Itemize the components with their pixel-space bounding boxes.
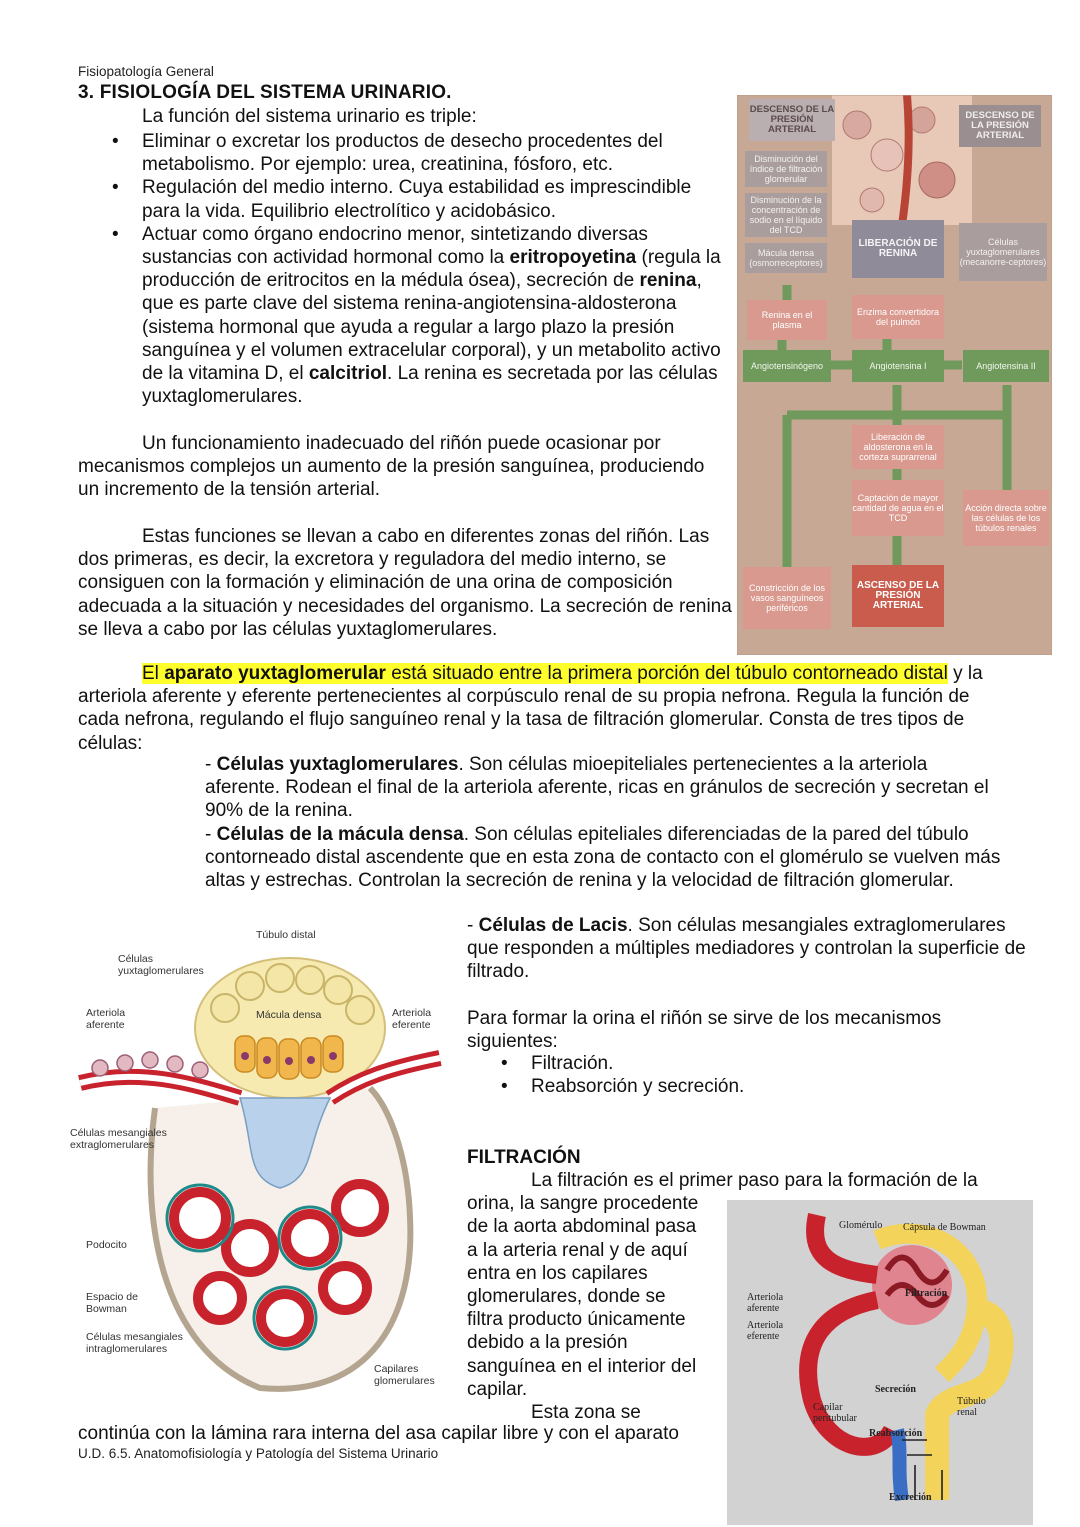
descenso-left-box: DESCENSO DE LA PRESIÓN ARTERIAL: [749, 99, 835, 141]
footer: U.D. 6.5. Anatomofisiología y Patología del Sistema Urinario: [78, 1446, 439, 1461]
term-renina: renina: [639, 270, 697, 292]
paragraph-functions-zones: Estas funciones se llevan a cabo en diferentes zonas del riñón. Las dos primeras, es decir, la excretora y reguladora del medio interno, se consiguen con la formación y eliminación de una orina de composición adecuada a la situación y necesidades del organismo. La secreción de renina se lleva a cabo por las células yuxtaglomerulares.: [78, 526, 732, 640]
term-calcitriol: calcitriol: [308, 363, 388, 385]
label-cel-yg: Células yuxtaglomerulares: [118, 953, 204, 977]
highlight: El aparato yuxtaglomerular está situado entre la primera porción del túbulo contorneado distal: [142, 663, 948, 684]
label-mes-intra: Células mesangiales intraglomerulares: [86, 1331, 183, 1355]
ascenso-box: ASCENSO DE LA PRESIÓN ARTERIAL: [852, 565, 944, 627]
label-glomerulo: Glomérulo: [839, 1220, 883, 1231]
label-eferente: Arteriola eferente: [392, 1007, 432, 1031]
filtration-text: La filtración es el primer paso para la formación de la orina, la sangre procedente de la aorta abdominal pasa a la arteria renal y de aquí entra en los capilares glomerulares, donde se filtra producto únicamente debido a la presión sanguínea en el interior del capilar. Esta zona se: [467, 1170, 978, 1424]
cell-type-item: - Células de la mácula densa. Son células epiteliales diferenciadas de la pared del túbulo contorneado distal ascendente que en esta zona de contacto con el glomérulo se vuelven más altas y estrechas. Controlan la secreción de renina y la velocidad de filtración glomerular.: [205, 823, 1001, 892]
label-capilares: Capilares glomerulares: [374, 1363, 435, 1387]
intro-text: La función del sistema urinario es triple:: [142, 106, 477, 127]
label-excrecion: Excreción: [889, 1492, 932, 1503]
label-secrecion: Secreción: [875, 1384, 916, 1395]
angiotensina1-box: Angiotensina I: [852, 350, 944, 382]
jga-drawing: [70, 918, 448, 1400]
nephron-figure: [727, 1200, 1033, 1525]
jga-figure: [70, 918, 448, 1400]
renina-plasma-box: Renina en el plasma: [747, 300, 827, 340]
label-reabsorcion: Reabsorción: [869, 1428, 923, 1439]
list-item: • Reabsorción y secreción.: [531, 1075, 744, 1098]
sodio-box: Disminución de la concentración de sodio en el líquido del TCD: [745, 193, 827, 237]
filtration-last-line: continúa con la lámina rara interna del asa capilar libre y con el aparato: [78, 1423, 679, 1444]
label-espacio: Espacio de Bowman: [86, 1291, 138, 1315]
term-eritropoyetina: eritropoyetina: [509, 247, 637, 269]
label-tubulo: Túbulo distal: [256, 929, 316, 941]
label-aferente: Arteriola aferente: [86, 1007, 126, 1031]
paragraph-hypertension: Un funcionamiento inadecuado del riñón puede ocasionar por mecanismos complejos un aumento de la presión sanguínea, produciendo un incremento de la tensión arterial.: [78, 433, 705, 501]
label-aferente: Arteriola aferente: [747, 1292, 784, 1314]
cell-type-item: - Células de Lacis. Son células mesangiales extraglomerulares que responden a múltiples mediadores y controlan la superficie de filtrado.: [467, 915, 1026, 983]
nephron-drawing: [727, 1200, 1033, 1525]
angiotensinogeno-box: Angiotensinógeno: [743, 350, 831, 382]
label-mes-extra: Células mesangiales extraglomerulares: [70, 1127, 167, 1151]
angiotensina2-box: Angiotensina II: [963, 350, 1049, 382]
functions-list: [142, 130, 732, 408]
label-tubulo: Túbulo renal: [957, 1396, 986, 1418]
label-eferente: Arteriola eferente: [747, 1320, 784, 1342]
captacion-box: Captación de mayor cantidad de agua en el TCD: [852, 480, 944, 536]
filtracion-box: Disminución del índice de filtración glomerular: [745, 151, 827, 187]
label-macula: Mácula densa: [256, 1009, 322, 1021]
filtration-heading: FILTRACIÓN: [467, 1147, 581, 1168]
list-item: • Actuar como órgano endocrino menor, sintetizando diversas sustancias con actividad hormonal como la eritropoyetina (regula la producción de eritrocitos en la médula ósea), secreción de renina, que es parte clave del sistema renina-angiotensina-aldosterona (sistema hormonal que ayuda a regular a largo plazo la presión sanguínea y el volumen extracelular corporal), y un metabolito activo de la vitamina D, el calcitriol. La renina es secretada por las células yuxtaglomerulares.: [142, 223, 732, 409]
list-item: • Eliminar o excretar los productos de desecho procedentes del metabolismo. Por ejemplo: urea, creatinina, fósforo, etc.: [142, 130, 732, 176]
liberacion-box: LIBERACIÓN DE RENINA: [852, 220, 944, 278]
lacis-and-mechanisms: [467, 914, 1027, 1053]
label-podocito: Podocito: [86, 1239, 127, 1251]
macula-box: Mácula densa (osmorreceptores): [745, 243, 827, 273]
mechanisms-list: [531, 1052, 744, 1098]
accion-box: Acción directa sobre las células de los túbulos renales: [963, 490, 1049, 546]
section-title: 3. FISIOLOGÍA DEL SISTEMA URINARIO.: [78, 82, 452, 103]
label-filtracion: Filtración: [905, 1288, 948, 1299]
paragraph-jga: El aparato yuxtaglomerular está situado entre la primera porción del túbulo contorneado distal y la arteriola aferente y eferente pertenecientes al corpúsculo renal de su propia nefrona. Regula la función de cada nefrona, regulando el flujo sanguíneo renal y la tasa de filtración glomerular. Consta de tres tipos de células:: [78, 663, 983, 754]
cell-types: [205, 753, 1005, 892]
enzima-box: Enzima convertidora del pulmón: [852, 295, 944, 339]
course-header: Fisiopatología General: [78, 64, 214, 79]
constriccion-box: Constricción de los vasos sanguíneos periféricos: [743, 567, 831, 629]
mechanisms-intro: Para formar la orina el riñón se sirve de los mecanismos siguientes:: [467, 1007, 942, 1052]
aldosterona-box: Liberación de aldosterona en la corteza suprarrenal: [852, 425, 944, 469]
list-item: • Filtración.: [531, 1052, 744, 1075]
label-capilar: Capilar peritubular: [813, 1402, 857, 1424]
raas-figure: [737, 95, 1052, 655]
descenso-right-box: DESCENSO DE LA PRESIÓN ARTERIAL: [959, 105, 1041, 147]
label-capsula: Cápsula de Bowman: [903, 1222, 986, 1233]
cell-type-item: - Células yuxtaglomerulares. Son células mioepiteliales pertenecientes a la arteriola aferente. Rodean el final de la arteriola aferente, ricas en gránulos de secreción y secretan el 90% de la renina.: [205, 754, 989, 822]
list-item: • Regulación del medio interno. Cuya estabilidad es imprescindible para la vida. Equilibrio electrolítico y acidobásico.: [142, 176, 732, 222]
celulas-yg-box: Células yuxtaglomerulares (mecanorre-ceptores): [959, 223, 1047, 281]
